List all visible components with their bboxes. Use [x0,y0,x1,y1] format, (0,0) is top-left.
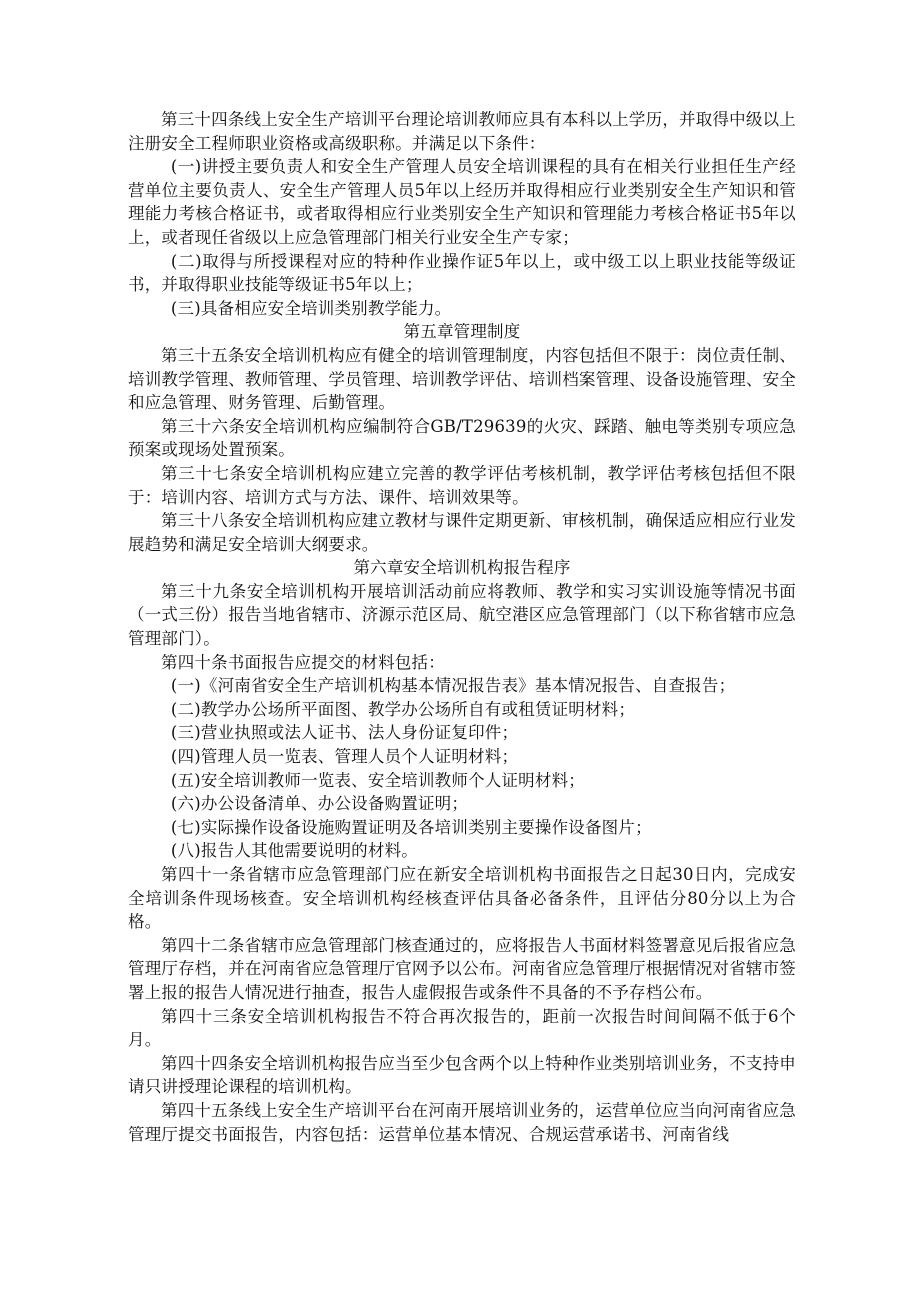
article-40: 第四十条书面报告应提交的材料包括： [161,652,445,672]
document-page [128,108,796,1146]
article-40-item-2: (二)教学办公场所平面图、教学办公场所自有或租赁证明材料； [170,699,636,719]
article-35: 第三十五条安全培训机构应有健全的培训管理制度，内容包括但不限于：岗位责任制、培训教学管理、教师管理、学员管理、培训教学评估、培训档案管理、设备设施管理、安全和应急管理、财务管理、后勤管理。 [128,345,796,413]
article-40-item-4: (四)管理人员一览表、管理人员个人证明材料； [170,747,519,767]
article-40-item-6: (六)办公设备清单、办公设备购置证明； [170,794,469,814]
article-43: 第四十三条安全培训机构报告不符合再次报告的，距前一次报告时间间隔不低于6个月。 [128,1006,796,1050]
article-41: 第四十一条省辖市应急管理部门应在新安全培训机构书面报告之日起30日内，完成安全培训条件现场核查。安全培训机构经核查评估具备必备条件，且评估分80分以上为合格。 [128,865,796,932]
article-34-item-2: (二)取得与所授课程对应的特种作业操作证5年以上，或中级工以上职业技能等级证书，并取得职业技能等级证书5年以上； [128,251,796,295]
article-34-item-1: (一)讲授主要负责人和安全生产管理人员安全培训课程的具有在相关行业担任生产经营单位主要负责人、安全生产管理人员5年以上经历并取得相应行业类别安全生产知识和管理能力考核合格证书，或者取得相应行业类别安全生产知识和管理能力考核合格证书5年以上，或者现任省级以上应急管理部门相关行业安全生产专家； [128,157,796,247]
article-36: 第三十六条安全培训机构应编制符合GB/T29639的火灾、踩踏、触电等类别专项应急预案或现场处置预案。 [128,416,796,460]
article-45: 第四十五条线上安全生产培训平台在河南开展培训业务的，运营单位应当向河南省应急管理厅提交书面报告，内容包括：运营单位基本情况、合规运营承诺书、河南省线 [128,1100,796,1144]
article-40-item-7: (七)实际操作设备设施购置证明及各培训类别主要操作设备图片； [170,817,652,837]
article-40-item-1: (一)《河南省安全生产培训机构基本情况报告表》基本情况报告、自查报告； [170,676,736,696]
article-40-item-5: (五)安全培训教师一览表、安全培训教师个人证明材料； [170,770,585,790]
article-42: 第四十二条省辖市应急管理部门核查通过的，应将报告人书面材料签署意见后报省应急管理厅存档，并在河南省应急管理厅官网予以公布。河南省应急管理厅根据情况对省辖市签署上报的报告人情况进行抽查，报告人虚假报告或条件不具备的不予存档公布。 [128,935,796,1002]
article-37: 第三十七条安全培训机构应建立完善的教学评估考核机制，教学评估考核包括但不限于：培训内容、培训方式与方法、课件、培训效果等。 [128,463,796,507]
article-34-item-3: (三)具备相应安全培训类别教学能力。 [170,298,452,318]
article-44: 第四十四条安全培训机构报告应当至少包含两个以上特种作业类别培训业务，不支持申请只讲授理论课程的培训机构。 [128,1053,796,1097]
article-39: 第三十九条安全培训机构开展培训活动前应将教师、教学和实习实训设施等情况书面（一式三份）报告当地省辖市、济源示范区局、航空港区应急管理部门（以下称省辖市应急管理部门）。 [128,581,796,649]
article-40-item-8: (八)报告人其他需要说明的材料。 [170,841,418,861]
article-38: 第三十八条安全培训机构应建立教材与课件定期更新、审核机制，确保适应相应行业发展趋势和满足安全培训大纲要求。 [128,511,796,554]
article-34: 第三十四条线上安全生产培训平台理论培训教师应具有本科以上学历，并取得中级以上注册安全工程师职业资格或高级职称。并满足以下条件： [128,110,796,153]
article-40-item-3: (三)营业执照或法人证书、法人身份证复印件； [170,723,519,743]
chapter-6-heading: 第六章安全培训机构报告程序 [353,558,571,578]
chapter-5-heading: 第五章管理制度 [403,322,521,342]
